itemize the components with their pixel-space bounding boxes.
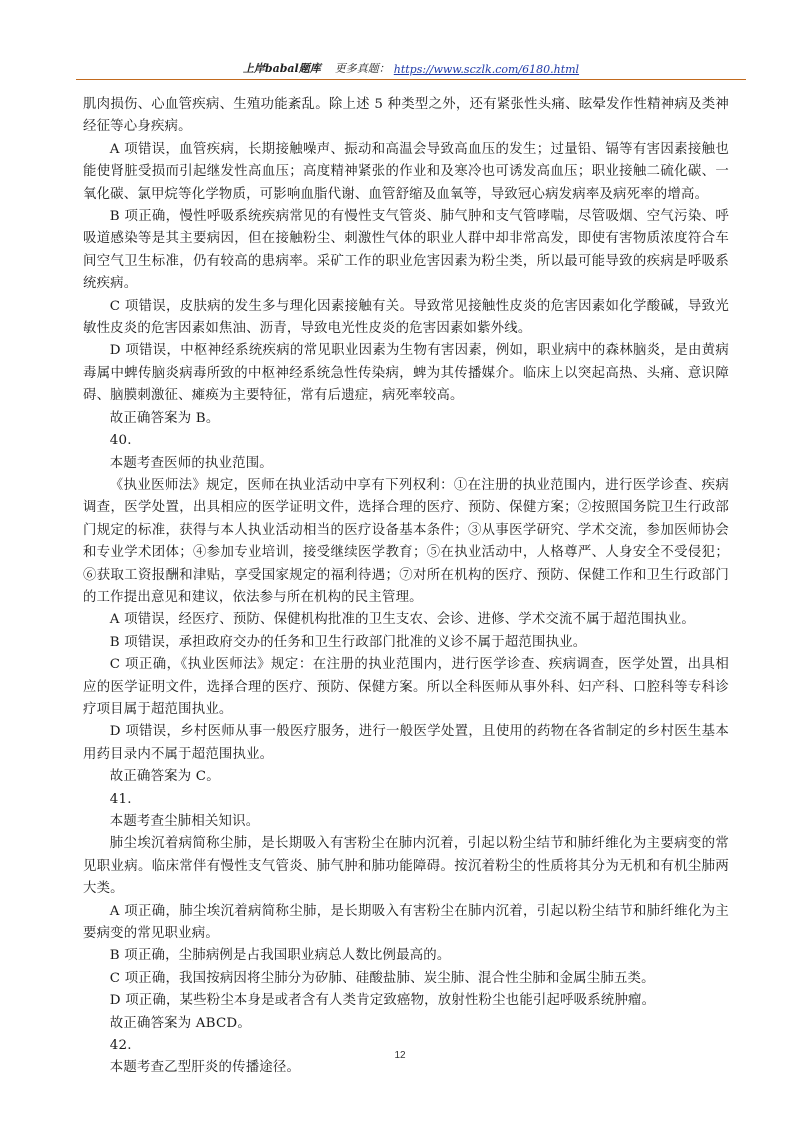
paragraph: 肌肉损伤、心血管疾病、生殖功能紊乱。除上述 5 种类型之外，还有紧张性头痛、眩晕发作性精神病及类神经征等心身疾病。 xyxy=(83,97,729,135)
page-header xyxy=(76,56,746,76)
paragraph: D 项正确，某些粉尘本身是或者含有人类肯定致癌物，放射性粉尘也能引起呼吸系统肿瘤。 xyxy=(109,993,656,1009)
document-body xyxy=(83,94,729,1080)
paragraph: D 项错误，中枢神经系统疾病的常见职业因素为生物有害因素，例如，职业病中的森林脑炎，是由黄病毒属中蜱传脑炎病毒所致的中枢神经系统急性传染病，蜱为其传播媒介。临床上以突起高热、头痛、意识障碍、脑膜刺激征、瘫痪为主要特征，常有后遗症，病死率较高。 xyxy=(83,343,729,404)
paragraph: C 项正确，《执业医师法》规定：在注册的执业范围内，进行医学诊查、疾病调查，医学处置，出具相应的医学证明文件，选择合理的医疗、预防、保健方案。所以全科医师从事外科、妇产科、口腔科等专科诊疗项目属于超范围执业。 xyxy=(83,657,729,717)
paragraph: 42. xyxy=(109,1038,132,1054)
header-separator: 更多真题： xyxy=(334,62,390,75)
paragraph: 肺尘埃沉着病简称尘肺，是长期吸入有害粉尘在肺内沉着，引起以粉尘结节和肺纤维化为主要病变的常见职业病。临床常伴有慢性支气管炎、肺气肿和肺功能障碍。按沉着粉尘的性质将其分为无机和有机尘肺两大类。 xyxy=(83,836,729,897)
paragraph: A 项正确，肺尘埃沉着病简称尘肺，是长期吸入有害粉尘在肺内沉着，引起以粉尘结节和肺纤维化为主要病变的常见职业病。 xyxy=(83,903,729,942)
paragraph: 40. xyxy=(109,433,132,449)
paragraph: 《执业医师法》规定，医师在执业活动中享有下列权利：①在注册的执业范围内，进行医学诊查、疾病调查，医学处置，出具相应的医学证明文件，选择合理的医疗、预防、保健方案；②按照国务院卫生行政部门规定的标准，获得与本人执业活动相当的医疗设备基本条件；③从事医学研究、学术交流，参加医师协会和专业学术团体；④参加专业培训，接受继续医学教育；⑤在执业活动中，人格尊严、人身安全不受侵犯；⑥获取工资报酬和津贴，享受国家规定的福利待遇；⑦对所在机构的医疗、预防、保健工作和卫生行政部门的工作提出意见和建议，依法参与所在机构的民主管理。 xyxy=(83,477,729,605)
header-url-link[interactable]: https://www.sczlk.com/6180.html xyxy=(393,63,580,76)
paragraph: 本题考查乙型肝炎的传播途径。 xyxy=(109,1060,301,1076)
paragraph: C 项正确，我国按病因将尘肺分为矽肺、硅酸盐肺、炭尘肺、混合性尘肺和金属尘肺五类。 xyxy=(109,970,655,986)
paragraph: 本题考查医师的执业范围。 xyxy=(109,455,273,471)
paragraph: B 项正确，尘肺病例是占我国职业病总人数比例最高的。 xyxy=(109,948,451,964)
paragraph: 本题考查尘肺相关知识。 xyxy=(109,814,260,829)
paragraph: B 项正确，慢性呼吸系统疾病常见的有慢性支气管炎、肺气肿和支气管哮喘，尽管吸烟、空气污染、呼吸道感染等是其主要病因，但在接触粉尘、刺激性气体的职业人群中却非常高发，即使有害物质浓度符合车间空气卫生标准，仍有较高的患病率。采矿工作的职业危害因素为粉尘类，所以最可能导致的疾病是呼吸系统疾病。 xyxy=(83,209,729,292)
paragraph: 故正确答案为 C。 xyxy=(109,769,220,785)
header-site-name: 上岸babal题库 xyxy=(242,62,321,75)
paragraph: B 项错误，承担政府交办的任务和卫生行政部门批准的义诊不属于超范围执业。 xyxy=(109,634,587,650)
page-number: 12 xyxy=(394,1050,406,1061)
paragraph: 故正确答案为 B。 xyxy=(109,410,220,426)
paragraph: A 项错误，经医疗、预防、保健机构批准的卫生支农、会诊、进修、学术交流不属于超范围执业。 xyxy=(109,612,695,628)
header-divider xyxy=(76,79,746,80)
paragraph: D 项错误，乡村医师从事一般医疗服务，进行一般医学处置，且使用的药物在各省制定的乡村医生基本用药目录内不属于超范围执业。 xyxy=(83,724,729,762)
paragraph: 41. xyxy=(109,791,132,807)
paragraph: 故正确答案为 ABCD。 xyxy=(109,1015,251,1031)
paragraph: A 项错误，血管疾病，长期接触噪声、振动和高温会导致高血压的发生；过量铅、镉等有害因素接触也能使肾脏受损而引起继发性高血压；高度精神紧张的作业和及寒冷也可诱发高血压；职业接触二硫化碳、一氧化碳、氯甲烷等化学物质，可影响血脂代谢、血管舒缩及血氧等，导致冠心病发病率及病死率的增高。 xyxy=(83,141,729,202)
paragraph: C 项错误，皮肤病的发生多与理化因素接触有关。导致常见接触性皮炎的危害因素如化学酸碱，导致光敏性皮炎的危害因素如焦油、沥青，导致电光性皮炎的危害因素如紫外线。 xyxy=(83,298,729,337)
